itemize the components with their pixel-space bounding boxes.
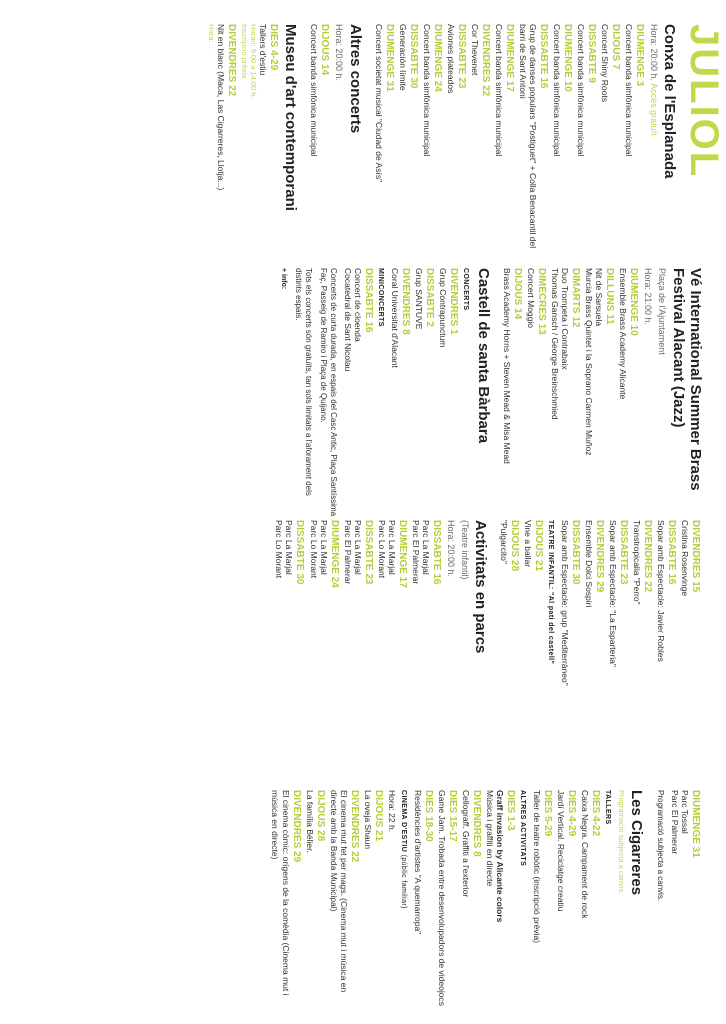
cigarreres-section [270, 790, 644, 1018]
castell-section [280, 268, 492, 518]
cinema-label: CINEMA D'ESTIU (públic familiar) [399, 790, 407, 909]
list-item: DIVENDRES 29 Ensemble Dolci Sospiri [583, 520, 605, 608]
column-4 [270, 790, 704, 1018]
event-text: Tallers d'estiu [258, 24, 269, 76]
altres-activitats-label: ALTRES ACTIVITATS [518, 790, 526, 867]
conxa-list [374, 24, 645, 249]
event-text: Grup SANTUVE [414, 268, 425, 330]
cigarreres-title: Les Cigarreres [627, 790, 645, 896]
list-item: DIVENDRES 22 Cor Thevenet [469, 24, 491, 97]
parcs-section [274, 520, 488, 775]
list-item: DIVENDRES 8 Cellograff. Graffiti a l'exterior [460, 790, 482, 898]
list-item: DIUMENGE 10 Concert banda simfònica municipal [551, 24, 573, 157]
event-text: Coral Universitat d'Alacant [390, 268, 401, 368]
event-text: Cocatedral de Sant Nicolau [343, 268, 354, 372]
altres-hora: Hora: 20:00 h. [334, 24, 345, 82]
list-item: Thomas Gansch / George Breinschmied [550, 268, 561, 420]
castell-concerts-label: CONCERTS [462, 268, 470, 311]
summer-title: Vé International Summer Brass Festival Alacant (Jazz) [669, 268, 704, 491]
list-item: DIJOUS 14 Brass Academy Horns + Steven Mead & Misa Mead [502, 268, 524, 464]
parcs-teatre-label: (Teatre infantil) [459, 520, 470, 580]
event-date: DIES 4-29 [268, 24, 280, 71]
list-item: DISSABTE 23 Parc La Marjal Parc El Palmerar [342, 520, 374, 585]
list-item: DIMARTS 12 Duo Trompeta i Contrabaix [560, 268, 582, 370]
list-item: DILLUNS 11 Nit de Sarsuela [594, 268, 616, 327]
event-text: Concert banda simfònica municipal [309, 24, 320, 157]
list-item: DISSABTE 30 Sopar amb Espectacle: grup "Mediterràneo" [559, 520, 581, 686]
list-item: DIJOUS 7 Concert Shiny Roots [599, 24, 621, 102]
conxa-title: Conxa de l'Esplanada [661, 24, 678, 179]
list-item: DISSABTE 9 Concert banda simfònica municipal [575, 24, 597, 157]
list-item: DIUMENGE 10 Ensemble Brass Academy Alicante [618, 268, 640, 400]
castell-info: + info: [280, 268, 288, 290]
cigarreres-subtitle: Programació subjecta a canvis. [616, 790, 626, 895]
list-item: DISSABTE 16 Sopar amb Espectacle: Javier Robles [655, 520, 677, 662]
parcs-top-list [560, 520, 701, 775]
column-2 [280, 268, 704, 518]
list-item: DIMECRES 13 Concert Moggio [526, 268, 548, 335]
event-extra: Hora: ... [207, 24, 217, 51]
cinema-hora: Hora: 22 h. [386, 790, 397, 833]
museu-title: Museu d'art contemporani [282, 24, 300, 211]
list-item: DIUMENGE 24 Concert banda simfònica municipal [421, 24, 443, 157]
cigarreres-top-note: Programació subjecta a canvis. [655, 790, 665, 902]
list-item: DIUMENGE 17 Concert banda simfònica municipal [493, 24, 515, 157]
tallers-label: TALLERS [603, 790, 611, 825]
list-item: DISSABTE 16 Grup de danses populars "Postiguet" + Colla Benacantil del barri de Sant Antoni [517, 24, 549, 249]
list-item: DIES 18-30 Residències d'artistes "A quemarropa" [412, 790, 434, 935]
event-text: Nit en blanc (Maca, Las Cigarreres, Llotja...) [216, 24, 227, 191]
list-item: DISSABTE 23 Aviones plateados [445, 24, 467, 94]
event-date: DIJOUS 21 [532, 520, 544, 572]
list-item: DIES 4-29 Jardí Vertical. Reciclatge creatiu [555, 790, 577, 912]
event-text: Concert de cloenda [353, 268, 364, 342]
list-item: DIJOUS 21 La oveja Shaun [362, 790, 384, 850]
event-date: DIVENDRES 1 [448, 268, 460, 335]
list-item: DIUMENGE 3 Concert banda simfònica municipal [623, 24, 645, 157]
castell-mini-note: Concerts de curta durada, en espais del Casc Antic, Plaça Santíssima Faç, Passeig de Ramiro i Plaça de Quijano. [319, 268, 339, 517]
list-item: DIUMENGE 17 Parc La Marjal Parc Lo Morant [376, 520, 408, 588]
list-item: DIES 4-22 Caixa Negra. Campament de rock [579, 790, 601, 919]
summer-hora: Hora: 21:00 h. [643, 268, 654, 326]
event-date: DISSABTE 2 [424, 268, 436, 327]
event-text: Parc El Palmerar [669, 790, 680, 855]
event-text: Vine a ballar [522, 520, 533, 568]
conxa-hora: Hora: 20:00 h. Accés gratuït [648, 24, 659, 136]
event-extra: Horari: 9:00 a 14:00 h. [249, 24, 259, 99]
museu-section [207, 24, 299, 249]
list-item: DIUMENGE 31 Concert societat musical "Ciudad de Asís" [373, 24, 395, 183]
list-item: DIVENDRES 22 El cinema mut fet per mags. (Cinema mut i música en directe amb la Banda Municipal) [328, 790, 360, 993]
parcs-hora: Hora: 20:00 h. [445, 520, 456, 578]
event-date: DISSABTE 16 [363, 268, 375, 333]
list-item: DIES 1-3 Graff invasion by Alicante colors Música i graffiti en directe [484, 790, 516, 923]
castell-mini-label: MINICONCERTS [377, 268, 385, 327]
list-item: DIES 15-17 Game Jam. Trobada entre desenvolupadors de videojocs [436, 790, 458, 1006]
list-item: DIVENDRES 22 Transtropicalia "Perro" [631, 520, 653, 605]
event-text: Grup Contrapunctum [438, 268, 449, 348]
castell-free-note: Tots els concerts són gratuïts, tan sols limitats a l'aforament dels distints espais. [294, 268, 314, 496]
list-item: DISSABTE 30 Generación límite [397, 24, 419, 91]
column-1 [207, 24, 678, 249]
month-title: JULIOL [682, 24, 726, 179]
event-date: DIJOUS 14 [319, 24, 331, 76]
event-text: "Pulgarcito" [498, 520, 509, 564]
list-item: DIVENDRES 15 Cristina Rosenvinge [680, 520, 701, 597]
event-extra: Inscripció prèvia [240, 24, 250, 79]
altres-title: Altres concerts [346, 24, 364, 134]
event-date: DIVENDRES 8 [400, 268, 412, 335]
summer-place: Plaça de l'Ajuntament [657, 268, 668, 355]
list-item: DISSABTE 30 Parc La Marjal Parc Lo Morant [274, 520, 306, 585]
list-item: DISSABTE 16 Parc La Marjal Parc El Palmerar [410, 520, 442, 585]
altres-section [309, 24, 363, 249]
list-item: DIVENDRES 29 El cinema còmic: orígens de la comèdia (Cinema mut i música en directe) [270, 790, 302, 996]
list-item: DIES 5-29 Taller de teatre robòtic (inscripció prèvia) [531, 790, 553, 944]
list-item: DISSABTE 23 Sopar amb Espectacle: "La Esparteria" [607, 520, 629, 667]
list-item: Murcia Brass Quintet i la Soprano Carmen Muñoz [584, 268, 595, 456]
parcs-title: Activitats en parcs [471, 520, 489, 654]
event-date: DIJOUS 28 [508, 520, 520, 572]
teatre-infantil-label: TEATRE INFANTIL: "Al pati del castell" [546, 520, 554, 665]
column-3 [274, 520, 704, 775]
event-text: Parc Tossal [680, 790, 690, 834]
list-item: DIUMENGE 24 Parc La Marjal Parc Lo Morant [308, 520, 340, 588]
event-date: DIUMENGE 31 [690, 790, 701, 858]
event-date: DIVENDRES 22 [226, 24, 238, 97]
summer-list [502, 268, 639, 518]
castell-title: Castell de santa Bàrbara [475, 268, 493, 444]
list-item: DIJOUS 28 La família Bélier. [304, 790, 326, 853]
